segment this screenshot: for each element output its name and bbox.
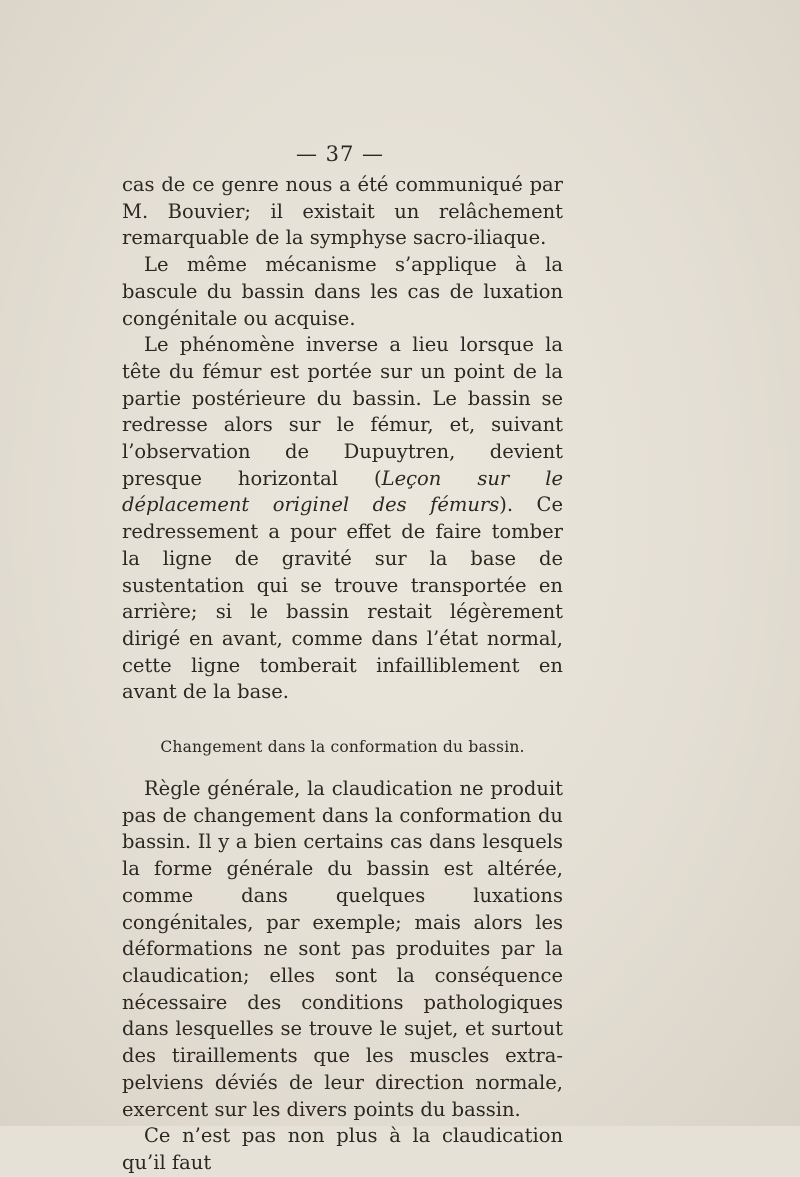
paragraph-3 <box>122 332 563 706</box>
paragraph-4: Règle générale, la claudication ne produit pas de changement dans la conformation du bassin. Il y a bien certains cas dans lesquels la forme générale du bassin est altérée, comme dans quelques luxations congénitales, par exemple; mais alors les déformations ne sont pas produites par la claudication; elles sont la conséquence nécessaire des conditions pathologiques dans lesquelles se trouve le sujet, et surtout des tiraillements que les muscles extra-pelviens déviés de leur direction normale, exercent sur les divers points du bassin. <box>122 777 563 1121</box>
page-body <box>122 172 563 1177</box>
paragraph-3-italic-citation: Leçon sur le déplacement originel des fémurs <box>122 466 563 517</box>
paragraph-3-text-b: ). Ce redressement a pour effet de faire tomber la ligne de gravité sur la base de sustentation qui se trouve transportée en arrière; si le bassin restait légèrement dirigé en avant, comme dans l’état normal, cette ligne tomberait infailliblement en avant de la base. <box>122 493 564 704</box>
section-heading: Changement dans la conformation du bassin. <box>160 738 525 757</box>
paragraph-3-text-a: Le phénomène inverse a lieu lorsque la tête du fémur est portée sur un point de la partie postérieure du bassin. Le bassin se redresse alors sur le fémur, et, suivant l’observation de Dupuytren, devient presque horizontal ( <box>122 333 563 490</box>
paragraph-1: cas de ce genre nous a été communiqué par M. Bouvier; il existait un relâchement remarquable de la symphyse sacro-iliaque. <box>122 173 563 250</box>
paragraph-5: Ce n’est pas non plus à la claudication qu’il faut <box>122 1124 563 1174</box>
page-number: — 37 — <box>295 142 385 166</box>
paragraph-2: Le même mécanisme s’applique à la bascule du bassin dans les cas de luxation congénitale ou acquise. <box>122 253 563 330</box>
